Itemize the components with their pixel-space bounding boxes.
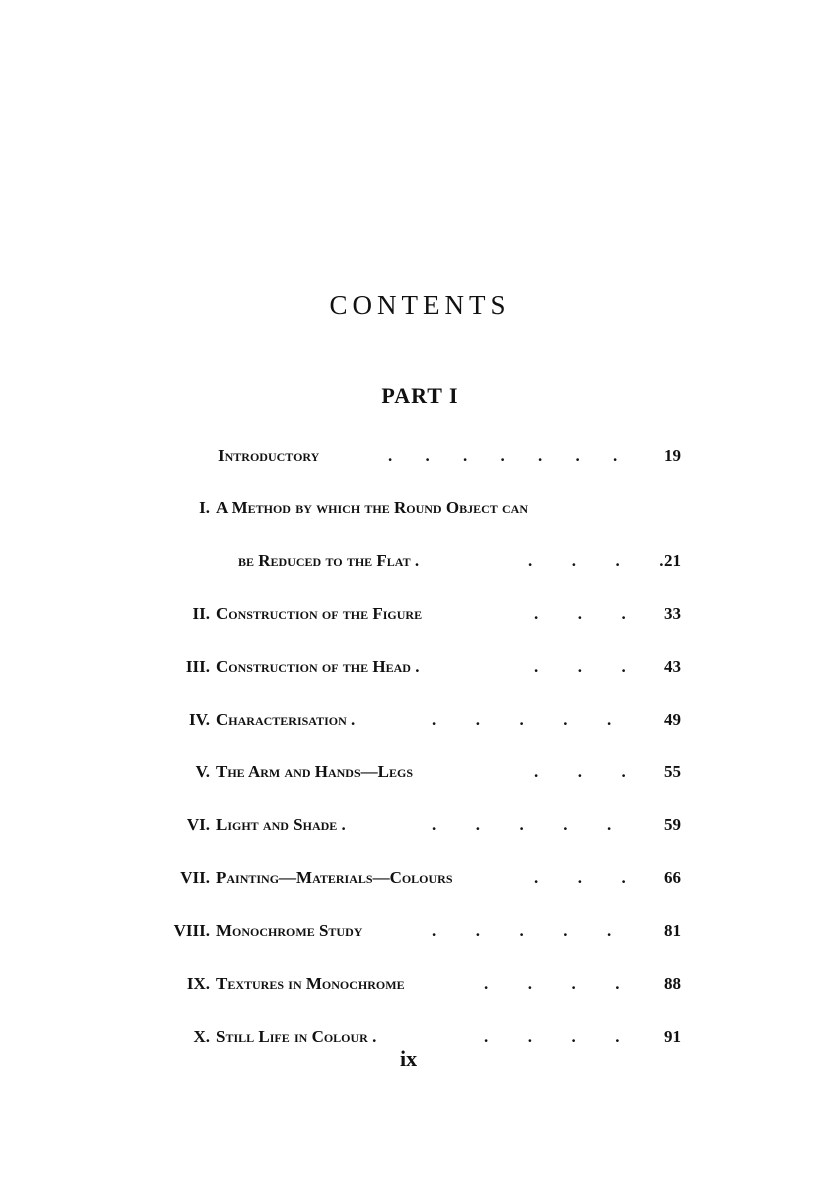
toc-entry-page: 43: [664, 657, 681, 676]
toc-entry-chapter-4: [0, 710, 840, 740]
leader-dots: . . .: [534, 762, 628, 781]
toc-entry-number: X.: [193, 1027, 210, 1046]
leader-dots: . . . . .: [432, 815, 614, 834]
toc-entry-title: Introductory: [218, 446, 320, 465]
toc-entry-number: IX.: [186, 974, 210, 993]
toc-entry-number: VII.: [180, 868, 210, 887]
toc-entry-page: 19: [664, 446, 681, 465]
toc-entry-chapter-6: [0, 815, 840, 845]
leader-dots: . . .: [534, 657, 628, 676]
toc-entry-title: The Arm and Hands—Legs: [216, 762, 414, 781]
toc-entry-chapter-7: [0, 868, 840, 898]
toc-entry-chapter-1: [0, 498, 840, 528]
toc-entry-number: III.: [185, 657, 210, 676]
toc-entry-page: 55: [664, 762, 681, 781]
toc-entry-chapter-3: [0, 657, 840, 687]
leader-dots: . . .: [534, 604, 628, 623]
leader-dots: . . . . .: [432, 921, 614, 940]
toc-entry-title: Textures in Monochrome: [216, 974, 405, 993]
toc-entry-title: Still Life in Colour .: [216, 1027, 377, 1046]
page-title: CONTENTS: [329, 290, 511, 320]
toc-entry-chapter-2: [0, 604, 840, 634]
toc-entry-number: I.: [199, 498, 210, 517]
toc-entry-number: V.: [195, 762, 210, 781]
toc-entry-page: 66: [664, 868, 681, 887]
leader-dots: . . .: [534, 868, 628, 887]
toc-entry-title: Characterisation .: [216, 710, 356, 729]
toc-entry-title: Painting—Materials—Colours: [216, 868, 453, 887]
page-number: ix: [400, 1046, 418, 1071]
toc-entry-page: 49: [664, 710, 681, 729]
toc-entry-title: Construction of the Head .: [216, 657, 420, 676]
toc-entry-chapter-9: [0, 974, 840, 1004]
leader-dots: . . . .: [484, 974, 622, 993]
toc-entry-page: 81: [664, 921, 681, 940]
leader-dots: . . . . . . .: [388, 446, 620, 465]
leader-dots: . . . .: [528, 551, 666, 570]
toc-entry-chapter-1-cont: [0, 551, 840, 581]
toc-entry-chapter-10: [0, 1027, 840, 1057]
leader-dots: . . . . .: [432, 710, 614, 729]
leader-dots: . . . .: [484, 1027, 622, 1046]
toc-entry-page: 88: [664, 974, 681, 993]
toc-entry-page: 33: [664, 604, 681, 623]
toc-entry-page: 21: [664, 551, 681, 570]
toc-entry-number: II.: [192, 604, 210, 623]
part-heading: PART I: [381, 383, 459, 408]
toc-entry-number: IV.: [189, 710, 210, 729]
toc-entry-introductory: [0, 446, 840, 476]
toc-entry-chapter-5: [0, 762, 840, 792]
toc-entry-title: Construction of the Figure: [216, 604, 423, 623]
toc-entry-title: Light and Shade .: [216, 815, 346, 834]
toc-entry-chapter-8: [0, 921, 840, 951]
toc-entry-title: Monochrome Study: [216, 921, 363, 940]
toc-entry-number: VIII.: [173, 921, 210, 940]
toc-entry-title: A Method by which the Round Object can: [216, 498, 528, 517]
toc-entry-page: 91: [664, 1027, 681, 1046]
toc-entry-page: 59: [664, 815, 681, 834]
toc-entry-number: VI.: [186, 815, 210, 834]
toc-entry-title: be Reduced to the Flat .: [238, 551, 420, 570]
